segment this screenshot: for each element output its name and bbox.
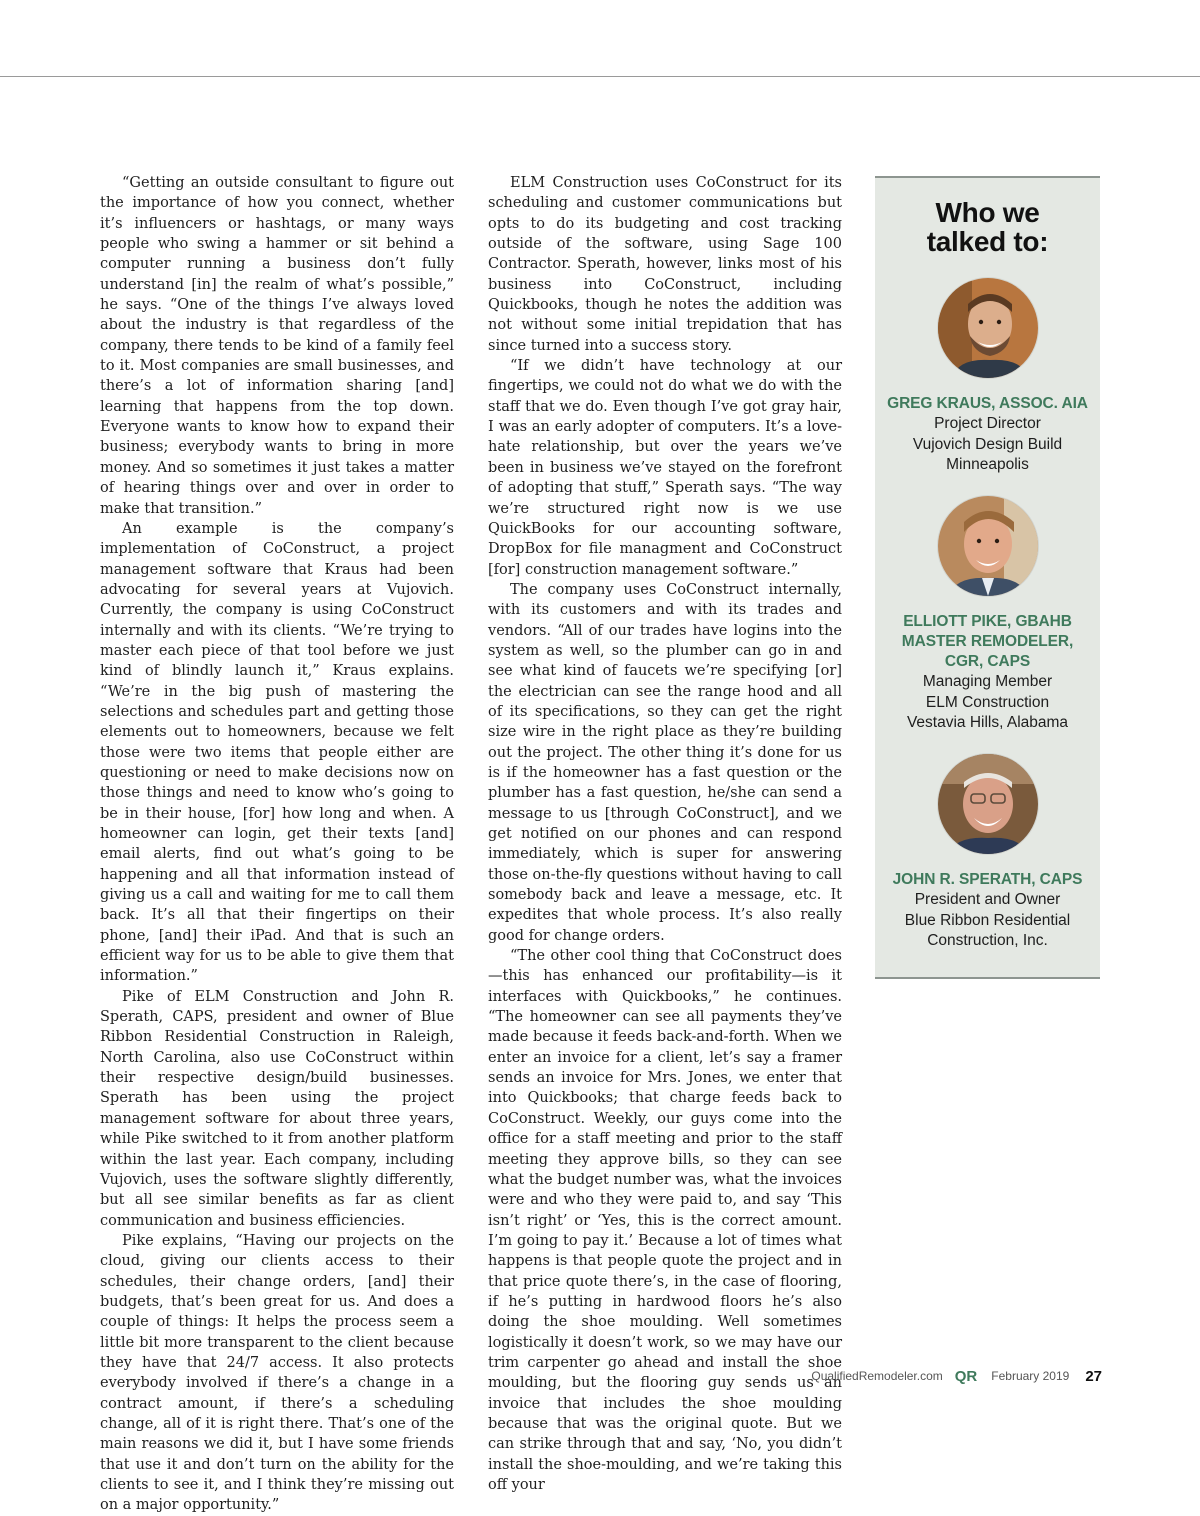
sidebar-title-line: Who we: [935, 197, 1040, 228]
who-we-talked-to-sidebar: [875, 176, 1100, 979]
person-greg-kraus: [875, 278, 1100, 476]
person-name: JOHN R. SPERATH, CAPS: [892, 871, 1083, 888]
footer-site: QualifiedRemodeler.com: [811, 1369, 943, 1383]
person-name: ELLIOTT PIKE, GBAHB MASTER REMODELER, CGR, CAPS: [901, 613, 1074, 670]
header-rule: [0, 76, 1200, 77]
paragraph: ELM Construction uses CoConstruct for its scheduling and customer communications but opts to do its budgeting and cost tracking outside of the software, using Sage 100 Contractor. Sperath, however, links most of his business into CoConstruct, including Quickbooks, though he notes the addition was not without some initial trepidation that has since turned into a success story.: [488, 175, 842, 354]
person-company-cont: Construction, Inc.: [927, 932, 1048, 949]
person-title: Project Director: [934, 415, 1041, 432]
page-number: 27: [1085, 1367, 1102, 1385]
paragraph: The company uses CoConstruct internally, with its customers and with its trades and vendors. “All of our trades have logins into the system as well, so the plumber can go in and see what kind of faucets we’re specifying [or] the electrician can see the range hood and all of its specifications, so they can get the right size wire in the right place as they’re building out the project. The other thing it’s done for us is if the homeowner has a fast question or the plumber has a fast question, he/she can send a message to us [through CoConstruct], and we get notified on our phones and can respond immediately, which is super for answering those on-the-fly questions without having to call somebody back and leave a message, etc. It expedites that whole process. It’s also really good for change orders.: [488, 581, 842, 944]
person-title: Managing Member: [922, 673, 1053, 690]
paragraph: An example is the company’s implementation of CoConstruct, a project management software that Kraus had been advocating for several years at Vujovich. Currently, the company is using CoConstruct internally and with its clients. “We’re trying to master each piece of that tool before we just kind of blindly launch it,” Kraus explains. “We’re in the big push of mastering the selections and schedules part and getting those elements out to homeowners, because we felt those were two items that people either are questioning or need to make decisions now on those things and need to know who’s going to be in their house, [for] how long and when. A homeowner can login, get their texts [and] email alerts, find out what’s going to be happening and all that information instead of giving us a call and waiting for me to call them back. It’s all that their fingertips on their phone, [and] their iPad. And that is such an efficient way for us to be able to give them that information.”: [100, 520, 454, 985]
paragraph: “If we didn’t have technology at our fingertips, we could not do what we do with the staff that we do. Even though I’ve got gray hair, I was an early adopter of computers. It’s a love-hate relationship, but over the years we’ve been in business we’ve stayed on the forefront of adopting that stuff,” Sperath says. “The way we’re structured right now is we use QuickBooks for our accounting software, DropBox for file managment and CoConstruct [for] construction management software.”: [488, 358, 842, 578]
sidebar-title-line: talked to:: [926, 226, 1049, 257]
paragraph: “The other cool thing that CoConstruct does—this has enhanced our profitability—is it interfaces with Quickbooks,” he continues. “The homeowner can see all payments they’ve made because it feeds back-and-forth. When we enter an invoice for a client, let’s say a framer sends an invoice for Mrs. Jones, we enter that into Quickbooks; that charge feeds back to CoConstruct. Weekly, our guys come into the office for a staff meeting and prior to the staff meeting they approve bills, so they can see what the budget number was, what the invoices were and who they were paid to, and say ‘This isn’t right’ or ‘Yes, this is the correct amount. I’m going to pay it.’ Because a lot of times what happens is that people quote the project and in that price quote there’s, in the case of flooring, if he’s putting in hardwood floors he’s also doing the shoe moulding. Well sometimes logistically it doesn’t work, so we may have our trim carpenter go ahead and install the shoe moulding, but the flooring guy sends us an invoice that includes the shoe moulding because that was the original quote. But we can strike through that and say, ‘No, you didn’t install the shoe-moulding, and we’re taking this off your: [488, 948, 842, 1493]
portrait-greg-kraus: [938, 278, 1038, 378]
person-name: GREG KRAUS, ASSOC. AIA: [887, 395, 1088, 412]
avatar: [938, 278, 1038, 378]
portrait-john-sperath: [938, 754, 1038, 854]
article-column-2: [488, 173, 842, 1495]
sidebar-title: [875, 198, 1100, 256]
person-location: Vestavia Hills, Alabama: [906, 714, 1069, 731]
portrait-elliott-pike: [938, 496, 1038, 596]
paragraph: Pike explains, “Having our projects on the cloud, giving our clients access to their schedules, their change orders, [and] their budgets, that’s been great for us. And does a couple of things: It helps the process seem a little bit more transparent to the client because they have that 24/7 access. It also protects everybody involved if there’s a change in a contract amount, if there’s a scheduling change, all of it is right there. That’s one of the main reasons we did it, but I have some friends that use it and don’t turn on the ability for the clients to see it, and I think they’re missing out on a major opportunity.”: [100, 1232, 454, 1514]
avatar: [938, 496, 1038, 596]
person-john-sperath: [875, 754, 1100, 952]
footer-date: February 2019: [991, 1369, 1070, 1383]
person-company: ELM Construction: [925, 693, 1050, 711]
person-company: Vujovich Design Build: [912, 435, 1063, 453]
avatar: [938, 754, 1038, 854]
qr-logo: QR: [954, 1367, 978, 1385]
page-footer: [700, 1366, 1102, 1386]
paragraph: “Getting an outside consultant to figure out the importance of how you connect, whether it’s influencers or hashtags, or many ways people who swing a hammer or sit behind a computer running a business don’t fully understand [in] the realm of what’s possible,” he says. “One of the things I’ve always loved about the industry is that regardless of the company, there tends to be kind of a family feel to it. Most companies are small businesses, and there’s a lot of information sharing [and] learning that happens from the top down. Everyone wants to know how to expand their business; everybody wants to bring in more money. And so sometimes it just takes a matter of hearing things over and over in order to make that transition.”: [100, 175, 454, 517]
paragraph: Pike of ELM Construction and John R. Sperath, CAPS, president and owner of Blue Ribbon Residential Construction in Raleigh, North Carolina, also use CoConstruct within their respective design/build businesses. Sperath has been using the project management software for about three years, while Pike switched to it from another platform within the last year. Each company, including Vujovich, uses the software slightly differently, but all see similar benefits as far as client communication and business efficiencies.: [100, 988, 454, 1229]
person-elliott-pike: [875, 496, 1100, 734]
article-column-1: [100, 173, 454, 1516]
person-title: President and Owner: [914, 891, 1061, 908]
person-company: Blue Ribbon Residential: [904, 911, 1071, 929]
person-location: Minneapolis: [946, 456, 1029, 473]
